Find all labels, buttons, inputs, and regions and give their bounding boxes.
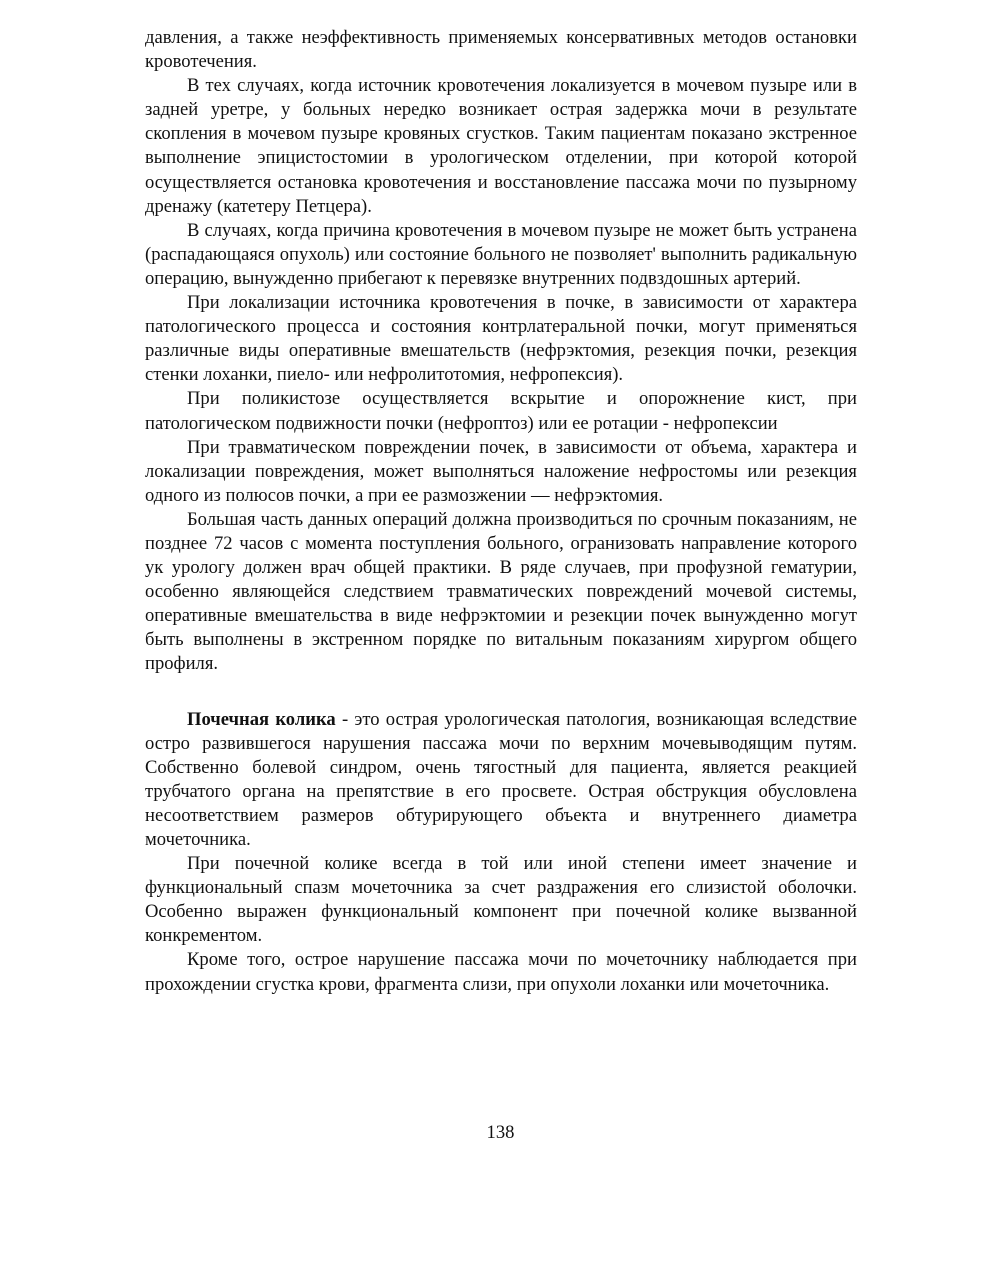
paragraph-continuation: давления, а также неэффективность применяемых консервативных методов остановки кровотечения. <box>145 27 857 73</box>
paragraph-bladder-bleeding: В тех случаях, когда источник кровотечения локализуется в мочевом пузыре или в задней уретре, у больных нередко возникает острая задержка мочи в результате скопления в мочевом пузыре кровяных сгустков. Таким пациентам показано экстренное выполнение эпицистостомии в урологическом отделении, при которой которой осуществляется остановка кровотечения и восстановление пассажа мочи по пузырному дренажу (катетеру Петцера). <box>145 75 857 217</box>
paragraph-kidney-bleeding: При локализации источника кровотечения в почке, в зависимости от характера патологического процесса и состояния контрлатеральной почки, могут применяться различные виды оперативные вмешательств (нефрэктомия, резекция почки, резекция стенки лоханки, пиело- или нефролитотомия, нефропексия). <box>145 292 857 386</box>
page-number: 138 <box>486 1122 515 1143</box>
paragraph-kidney-trauma: При травматическом повреждении почек, в зависимости от объема, характера и локализации повреждения, может выполняться наложение нефростомы или резекция одного из полюсов почки, а при ее размозжении — нефрэктомия. <box>145 436 857 506</box>
paragraph-ureter-spasm: При почечной колике всегда в той или иной степени имеет значение и функциональный спазм мочеточника за счет раздражения его слизистой оболочки. Особенно выражен функциональный компонент при почечной колике вызванной конкрементом. <box>145 853 857 947</box>
renal-colic-term: Почечная колика <box>187 708 336 730</box>
renal-colic-definition-text: - это острая урологическая патология, возникающая вследствие остро развившегося нарушения пассажа мочи по верхним мочевыводящим путям. Собственно болевой синдром, очень тягостный для пациента, является реакцией трубчатого органа на препятствие в его просвете. Острая обструкция обусловлена несоответствием размеров обтурирующего объекта и внутреннего диаметра мочеточника. <box>145 708 857 850</box>
paragraph-polycystosis: При поликистозе осуществляется вскрытие и опорожнение кист, при патологическом подвижности почки (нефроптоз) или ее ротации - нефропексии <box>145 388 857 434</box>
paragraph-urgent-operations: Большая часть данных операций должна производиться по срочным показаниям, не позднее 72 часов с момента поступления больного, огранизовать направление которого ук урологу должен врач общей практики. В ряде случаев, при профузной гематурии, особенно являющейся следствием травматических повреждений мочевой системы, оперативные вмешательства в виде нефрэктомии и резекции почек вынужденно могут быть выполнены в экстренном порядке по витальным показаниям хирургом общего профиля. <box>145 508 857 675</box>
section-spacer <box>145 677 857 708</box>
page-body <box>145 26 857 997</box>
paragraph-artery-ligation: В случаях, когда причина кровотечения в мочевом пузыре не может быть устранена (распадающаяся опухоль) или состояние больного не позволяет' выполнить радикальную операцию, вынужденно прибегают к перевязке внутренних подвздошных артерий. <box>145 219 857 289</box>
paragraph-renal-colic-definition <box>145 708 857 853</box>
paragraph-urine-passage-disorder: Кроме того, острое нарушение пассажа мочи по мочеточнику наблюдается при прохождении сгустка крови, фрагмента слизи, при опухоли лоханки или мочеточника. <box>145 949 857 995</box>
